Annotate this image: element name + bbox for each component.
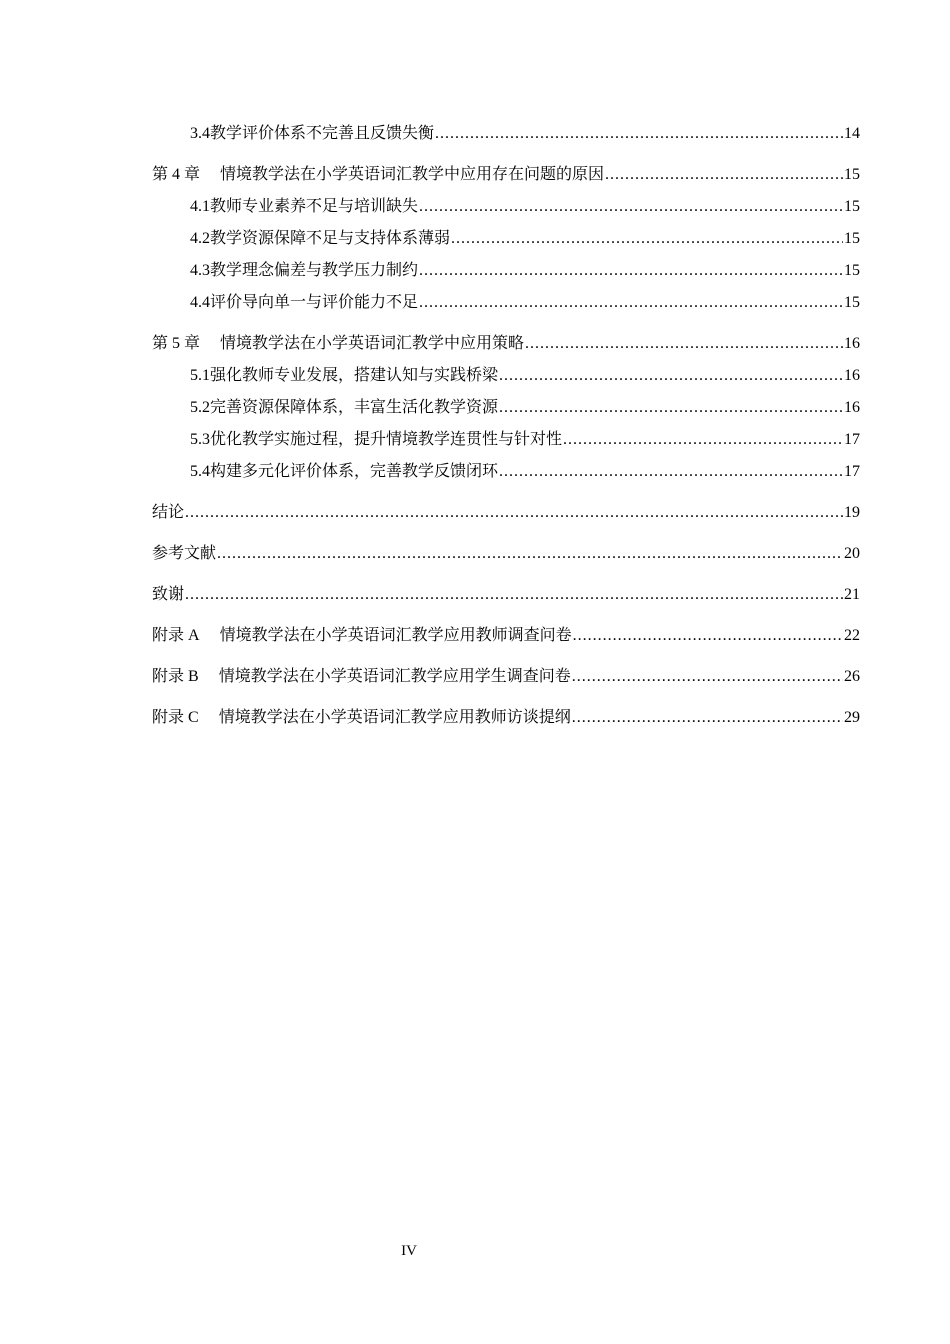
- toc-entry-title: 教师专业素养不足与培训缺失: [210, 196, 419, 215]
- toc-dot-leader: [499, 392, 843, 424]
- toc-dot-leader: [435, 118, 843, 150]
- toc-entry-title: 情境教学法在小学英语词汇教学应用学生调查问卷: [218, 666, 571, 685]
- toc-entry-appendix-c[interactable]: [152, 701, 860, 733]
- toc-entry-chapter-5[interactable]: [152, 327, 860, 359]
- toc-entry-page: 19: [844, 504, 860, 521]
- toc-entry-page: 17: [844, 431, 860, 448]
- toc-entry-title: 优化教学实施过程，提升情境教学连贯性与针对性: [210, 429, 563, 448]
- toc-dot-leader: [573, 620, 843, 652]
- toc-entry-5-3[interactable]: [152, 423, 860, 455]
- toc-dot-leader: [499, 456, 843, 488]
- toc-dot-leader: [572, 702, 843, 734]
- toc-dot-leader: [419, 255, 843, 287]
- toc-entry-number: 3.4: [190, 125, 210, 142]
- toc-entry-page: 26: [844, 668, 860, 685]
- toc-dot-leader: [499, 360, 843, 392]
- toc-entry-page: 15: [844, 198, 860, 215]
- toc-entry-number: 4.2: [190, 230, 210, 247]
- toc-entry-appendix-b[interactable]: [152, 660, 860, 692]
- toc-entry-page: 22: [844, 627, 860, 644]
- toc-entry-page: 20: [844, 545, 860, 562]
- toc-entry-title: 评价导向单一与评价能力不足: [210, 292, 419, 311]
- toc-entry-page: 15: [844, 230, 860, 247]
- toc-entry-4-3[interactable]: [152, 254, 860, 286]
- toc-entry-appendix-a[interactable]: [152, 619, 860, 651]
- toc-entry-number: 5.1: [190, 367, 210, 384]
- toc-entry-title: 完善资源保障体系，丰富生活化教学资源: [210, 397, 499, 416]
- toc-dot-leader: [563, 424, 843, 456]
- toc-dot-leader: [451, 223, 843, 255]
- toc-entry-number: 附录 C: [152, 709, 199, 726]
- toc-entry-title: 构建多元化评价体系，完善教学反馈闭环: [210, 461, 499, 480]
- toc-entry-5-1[interactable]: [152, 359, 860, 391]
- toc-entry-title: 教学理念偏差与教学压力制约: [210, 260, 419, 279]
- toc-entry-page: 15: [844, 262, 860, 279]
- toc-entry-title: 情境教学法在小学英语词汇教学中应用策略: [220, 333, 525, 352]
- toc-entry-title: 致谢: [152, 584, 185, 603]
- toc-entry-title: 强化教师专业发展，搭建认知与实践桥梁: [210, 365, 499, 384]
- toc-dot-leader: [525, 328, 843, 360]
- toc-entry-title: 结论: [152, 502, 185, 521]
- toc-dot-leader: [185, 497, 843, 529]
- toc-entry-number: 4.4: [190, 294, 210, 311]
- toc-entry-number: 第 4 章: [152, 166, 201, 183]
- toc-entry-4-1[interactable]: [152, 190, 860, 222]
- toc-entry-5-4[interactable]: [152, 455, 860, 487]
- toc-entry-page: 29: [844, 709, 860, 726]
- toc-entry-page: 21: [844, 586, 860, 603]
- toc-dot-leader: [185, 579, 843, 611]
- toc-entry-number: 5.2: [190, 399, 210, 416]
- toc-entry-conclusion[interactable]: [152, 496, 860, 528]
- toc-entry-page: 16: [844, 399, 860, 416]
- toc-entry-page: 16: [844, 335, 860, 352]
- toc-dot-leader: [572, 661, 843, 693]
- page-number: IV: [401, 1243, 417, 1259]
- toc-entry-chapter-4[interactable]: [152, 158, 860, 190]
- toc-entry-title: 情境教学法在小学英语词汇教学应用教师访谈提纲: [218, 707, 571, 726]
- toc-entry-acknowledgements[interactable]: [152, 578, 860, 610]
- toc-dot-leader: [217, 538, 843, 570]
- toc-entry-title: 情境教学法在小学英语词汇教学应用教师调查问卷: [219, 625, 572, 644]
- toc-entry-page: 16: [844, 367, 860, 384]
- toc-entry-page: 15: [844, 166, 860, 183]
- toc-dot-leader: [605, 159, 843, 191]
- toc-entry-3-4[interactable]: [152, 117, 860, 149]
- toc-entry-number: 附录 A: [152, 627, 200, 644]
- table-of-contents: [152, 117, 860, 733]
- toc-entry-title: 教学评价体系不完善且反馈失衡: [210, 123, 435, 142]
- toc-entry-references[interactable]: [152, 537, 860, 569]
- toc-entry-4-4[interactable]: [152, 286, 860, 318]
- toc-entry-number: 第 5 章: [152, 335, 201, 352]
- toc-entry-title: 参考文献: [152, 543, 217, 562]
- toc-entry-4-2[interactable]: [152, 222, 860, 254]
- toc-entry-title: 教学资源保障不足与支持体系薄弱: [210, 228, 451, 247]
- toc-entry-number: 4.1: [190, 198, 210, 215]
- toc-entry-number: 5.3: [190, 431, 210, 448]
- toc-entry-5-2[interactable]: [152, 391, 860, 423]
- toc-entry-page: 14: [844, 125, 860, 142]
- toc-entry-page: 15: [844, 294, 860, 311]
- toc-entry-page: 17: [844, 463, 860, 480]
- toc-dot-leader: [419, 191, 843, 223]
- toc-entry-title: 情境教学法在小学英语词汇教学中应用存在问题的原因: [220, 164, 605, 183]
- toc-dot-leader: [419, 287, 843, 319]
- toc-entry-number: 4.3: [190, 262, 210, 279]
- toc-entry-number: 5.4: [190, 463, 210, 480]
- toc-entry-number: 附录 B: [152, 668, 199, 685]
